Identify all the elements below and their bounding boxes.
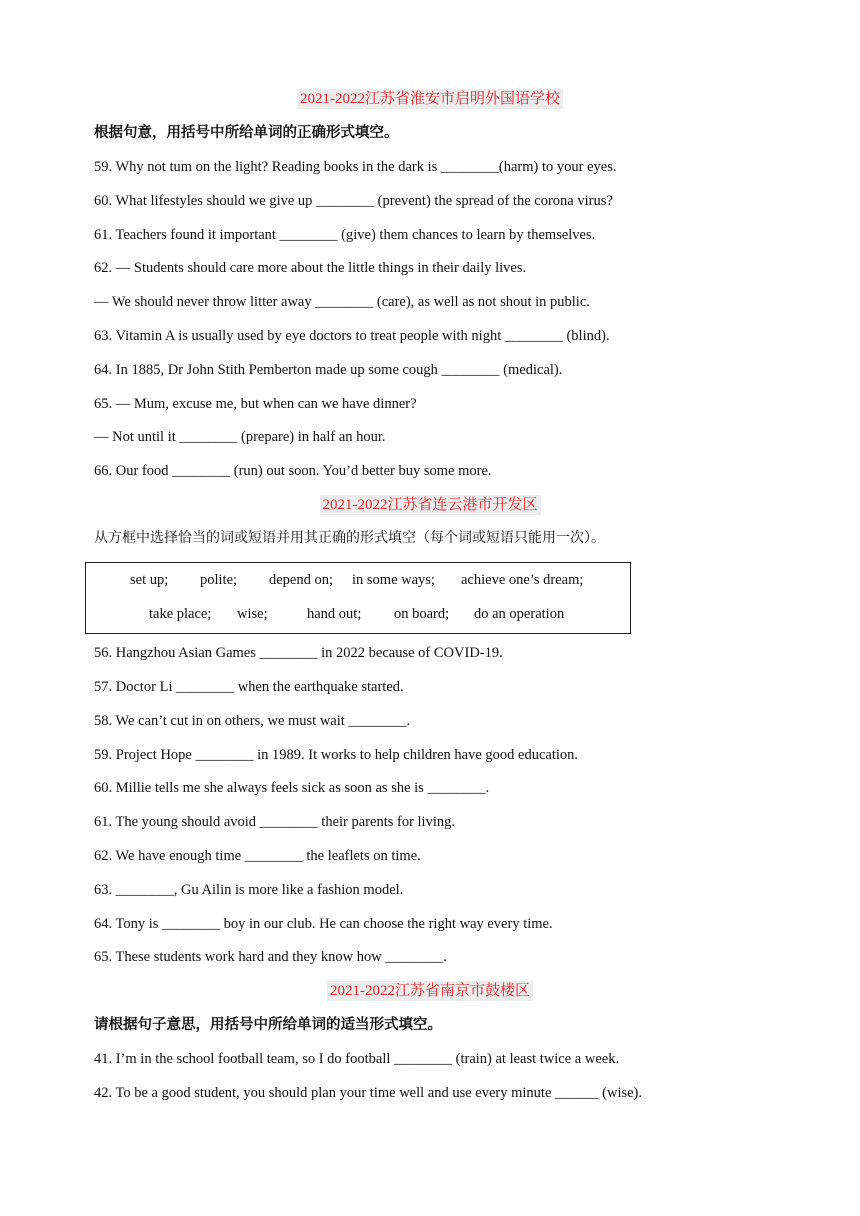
word-option: in some ways;: [352, 572, 435, 588]
section-instruction: 请根据句子意思，用括号中所给单词的适当形式填空。: [94, 1017, 442, 1033]
question-line: 41. I’m in the school football team, so I do football ________ (train) at least twice a week.: [94, 1051, 620, 1067]
word-option: on board;: [394, 606, 450, 622]
question-line: 62. We have enough time ________ the leaflets on time.: [94, 848, 421, 864]
question-line: 58. We can’t cut in on others, we must wait ________.: [94, 713, 411, 729]
question-line: — We should never throw litter away ________ (care), as well as not shout in public.: [94, 294, 590, 310]
word-option: hand out;: [307, 606, 362, 622]
question-line: 66. Our food ________ (run) out soon. You’d better buy some more.: [94, 463, 492, 479]
question-line: 65. — Mum, excuse me, but when can we have dinner?: [94, 396, 417, 412]
word-box: [85, 562, 631, 634]
question-line: 65. These students work hard and they know how ________.: [94, 949, 447, 965]
question-line: — Not until it ________ (prepare) in half an hour.: [94, 429, 386, 445]
question-line: 63. ________, Gu Ailin is more like a fashion model.: [94, 882, 404, 898]
word-option: wise;: [237, 606, 268, 622]
word-option: take place;: [149, 606, 212, 622]
question-line: 42. To be a good student, you should plan your time well and use every minute ______ (wise).: [94, 1085, 643, 1101]
question-line: 59. Why not tum on the light? Reading books in the dark is ________(harm) to your eyes.: [94, 159, 617, 175]
word-option: do an operation: [474, 606, 565, 622]
question-line: 61. The young should avoid ________ their parents for living.: [94, 814, 455, 830]
question-line: 60. Millie tells me she always feels sick as soon as she is ________.: [94, 780, 490, 796]
question-line: 60. What lifestyles should we give up ________ (prevent) the spread of the corona virus?: [94, 193, 613, 209]
question-line: 62. — Students should care more about the little things in their daily lives.: [94, 260, 527, 276]
question-line: 64. In 1885, Dr John Stith Pemberton made up some cough ________ (medical).: [94, 362, 563, 378]
question-line: 57. Doctor Li ________ when the earthquake started.: [94, 679, 404, 695]
question-line: 64. Tony is ________ boy in our club. He can choose the right way every time.: [94, 916, 553, 932]
word-option: depend on;: [269, 572, 334, 588]
question-line: 61. Teachers found it important ________ (give) them chances to learn by themselves.: [94, 227, 596, 243]
section-instruction: 根据句意，用括号中所给单词的正确形式填空。: [94, 125, 399, 141]
question-line: 63. Vitamin A is usually used by eye doctors to treat people with night ________ (blind).: [94, 328, 610, 344]
section-title: 2021-2022江苏省连云港市开发区: [0, 495, 860, 515]
question-line: 56. Hangzhou Asian Games ________ in 2022 because of COVID-19.: [94, 645, 503, 661]
question-line: 59. Project Hope ________ in 1989. It works to help children have good education.: [94, 747, 579, 763]
word-option: achieve one’s dream;: [461, 572, 584, 588]
section-instruction: 从方框中选择恰当的词或短语并用其正确的形式填空（每个词或短语只能用一次）。: [94, 530, 605, 546]
word-option: polite;: [200, 572, 238, 588]
section-title: 2021-2022江苏省淮安市启明外国语学校: [0, 89, 860, 109]
section-title: 2021-2022江苏省南京市鼓楼区: [0, 981, 860, 1001]
word-option: set up;: [130, 572, 169, 588]
